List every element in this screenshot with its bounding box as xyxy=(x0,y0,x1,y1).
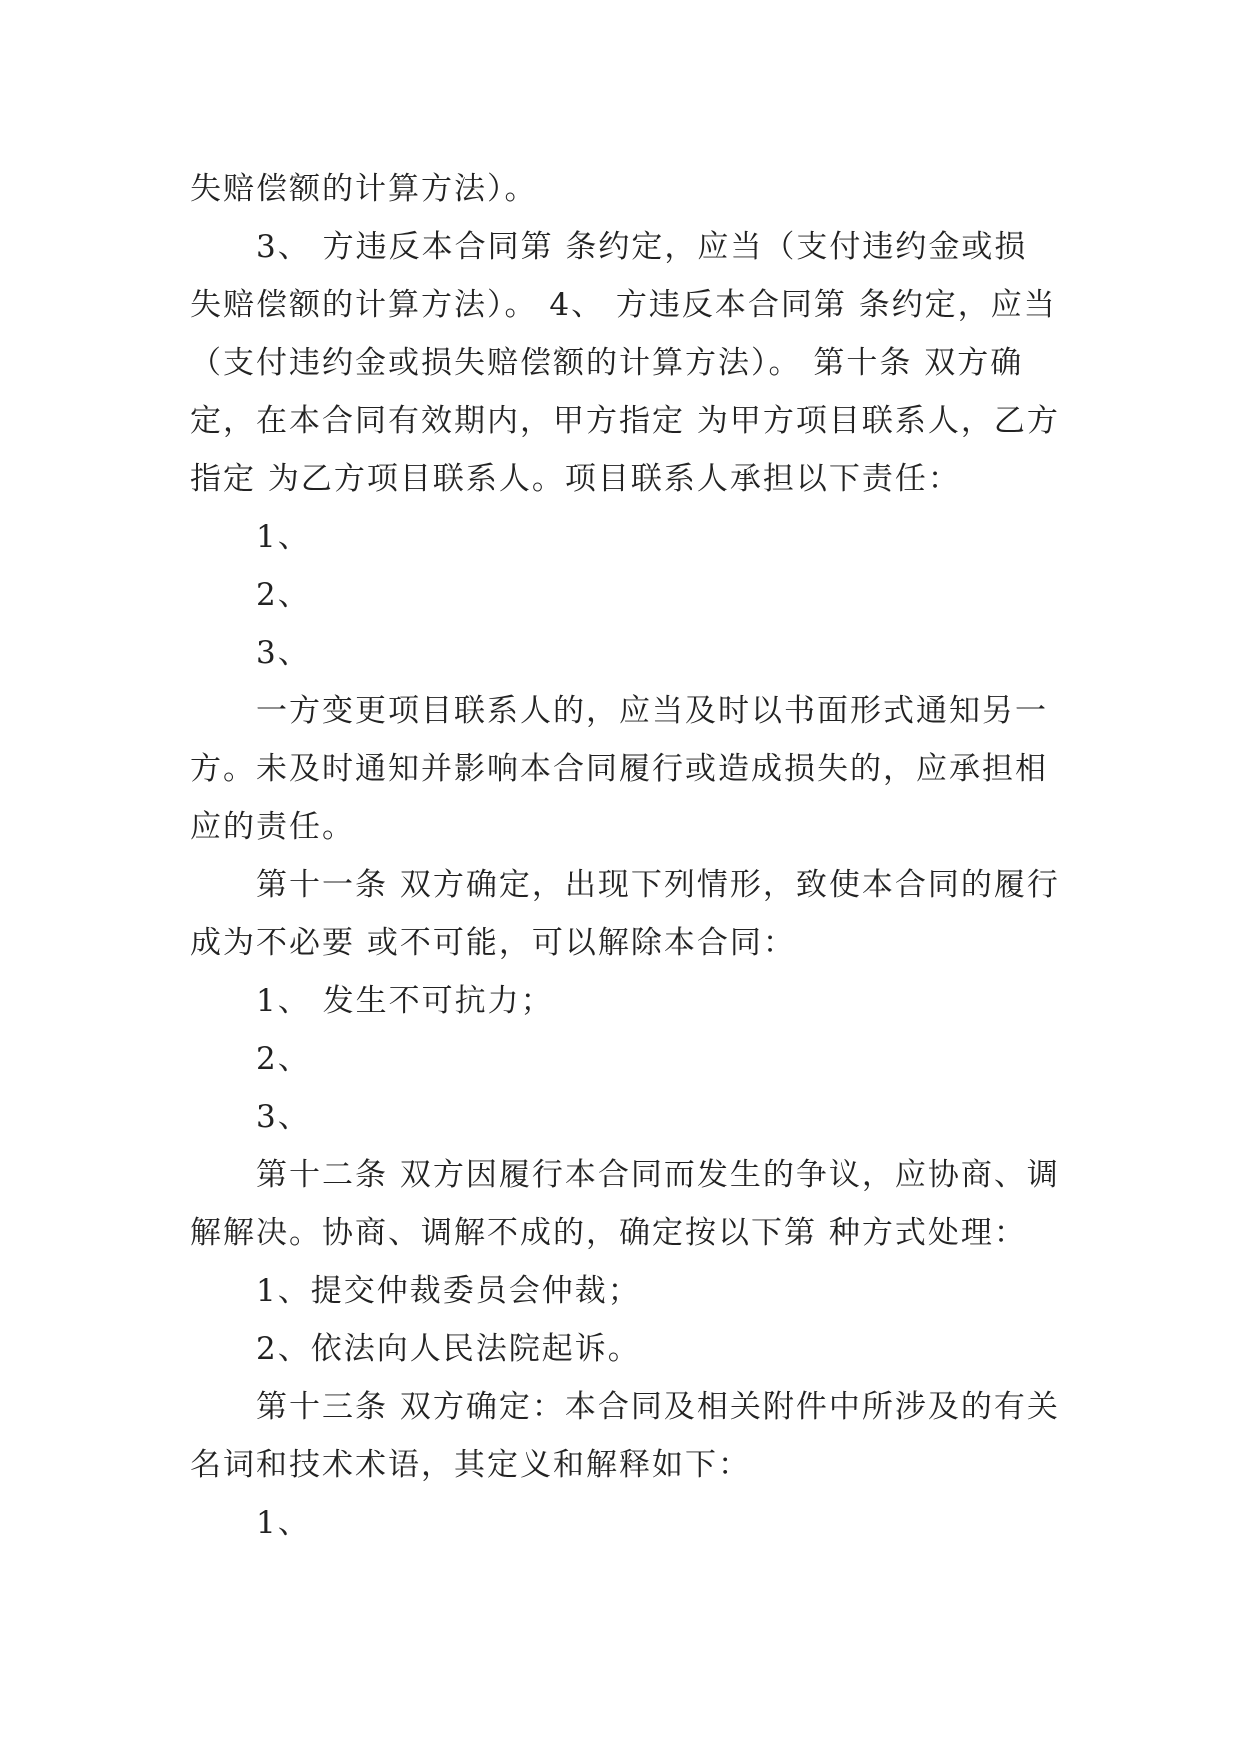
list-item: 1、 xyxy=(256,519,311,555)
list-item: 1、提交仲裁委员会仲裁； xyxy=(256,1273,641,1309)
list-item: 2、依法向人民法院起诉。 xyxy=(256,1331,641,1367)
paragraph-breach-clauses: 3、 方违反本合同第 条约定，应当（支付违约金或损失赔偿额的计算方法）。 4、 方违反本合同第 条约定，应当（支付违约金或损失赔偿额的计算方法）。 第十条 双方确定，在本合同有效期内，甲方指定 为甲方项目联系人，乙方指定 为乙方项目联系人。项目联系人承担以下责任： xyxy=(190,229,1060,497)
paragraph-continuation: 失赔偿额的计算方法）。 xyxy=(190,171,538,207)
list-item: 2、 xyxy=(256,1041,311,1077)
list-item: 3、 xyxy=(256,1099,311,1135)
list-item: 2、 xyxy=(256,577,311,613)
paragraph-contact-change: 一方变更项目联系人的，应当及时以书面形式通知另一方。未及时通知并影响本合同履行或造成损失的，应承担相应的责任。 xyxy=(190,693,1048,845)
paragraph-article-12: 第十二条 双方因履行本合同而发生的争议，应协商、调解解决。协商、调解不成的，确定按以下第 种方式处理： xyxy=(190,1157,1060,1251)
list-item: 3、 xyxy=(256,635,311,671)
document-body xyxy=(190,160,1060,1552)
list-item: 1、 xyxy=(256,1505,311,1541)
paragraph-article-11: 第十一条 双方确定，出现下列情形，致使本合同的履行成为不必要 或不可能，可以解除本合同： xyxy=(190,867,1060,961)
list-item: 1、 发生不可抗力； xyxy=(256,983,554,1019)
paragraph-article-13: 第十三条 双方确定：本合同及相关附件中所涉及的有关名词和技术术语，其定义和解释如下： xyxy=(190,1389,1060,1483)
